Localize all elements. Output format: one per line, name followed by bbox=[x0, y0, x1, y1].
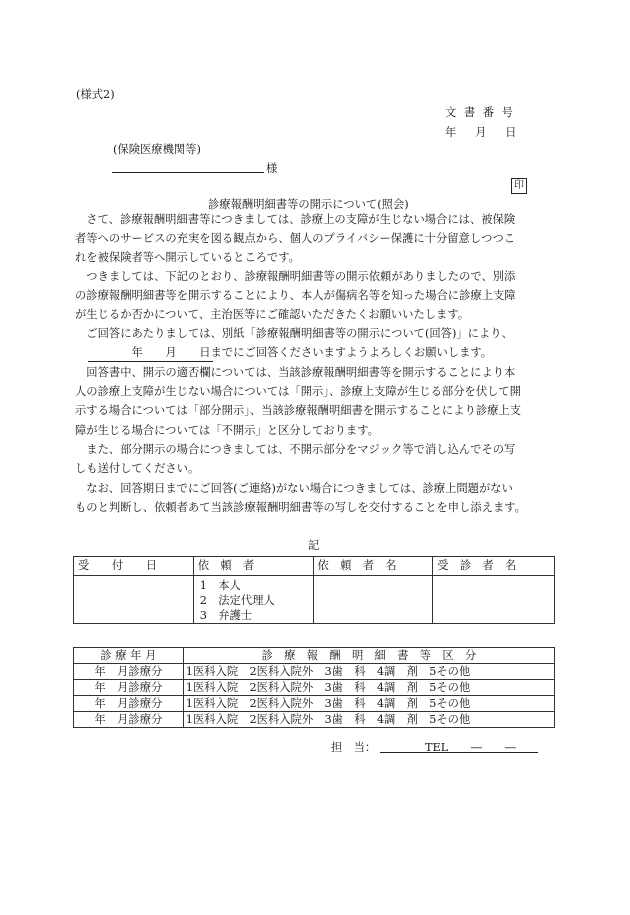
body-paragraph-5 bbox=[75, 440, 565, 478]
reception-date-cell[interactable] bbox=[74, 576, 194, 624]
contact-label: 担 当： bbox=[331, 741, 377, 754]
option-self: 1 本人 bbox=[199, 579, 241, 592]
treatment-month-cell[interactable]: 年 月診療分 bbox=[74, 696, 184, 712]
reply-date-underline bbox=[88, 361, 213, 362]
line: 者等へのサービスの充実を図る観点から、個人のプライバシー保護に十分留意しつつこ bbox=[75, 232, 516, 246]
claim-table bbox=[73, 647, 555, 728]
line: の診療報酬明細書等を開示することにより、本人が傷病名等を知った場合に診療上支障 bbox=[75, 289, 516, 303]
header-treatment-month: 診 療 年 月 bbox=[74, 648, 184, 664]
body-paragraph-3 bbox=[75, 324, 565, 362]
table-row bbox=[74, 576, 555, 624]
body-paragraph-6 bbox=[75, 479, 565, 517]
line: 人の診療上支障が生じない場合については「開示」、診療上支障が生じる部分を伏して開 bbox=[75, 385, 522, 399]
table-row bbox=[74, 680, 555, 696]
option-legal-representative: 2 法定代理人 bbox=[199, 594, 275, 607]
body-paragraph-2 bbox=[75, 267, 565, 325]
claim-type-cell[interactable]: 1医科入院 2医科入院外 3歯 科 4調 剤 5その他 bbox=[183, 712, 554, 728]
header-claim-type: 診 療 報 酬 明 細 書 等 区 分 bbox=[183, 648, 554, 664]
line: 回答書中、開示の適否欄については、当該診療報酬明細書等を開示することにより本 bbox=[86, 366, 516, 379]
line: つきましては、下記のとおり、診療報酬明細書等の開示依頼がありましたので、別添 bbox=[86, 270, 516, 283]
treatment-month-cell[interactable]: 年 月診療分 bbox=[74, 680, 184, 696]
contact-tel[interactable]: TEL ― ― bbox=[425, 741, 517, 754]
table-row bbox=[74, 557, 555, 576]
ki-heading: 記 bbox=[308, 539, 320, 552]
header-reception-date: 受 付 日 bbox=[74, 557, 194, 576]
line: また、部分開示の場合につきましては、不開示部分をマジック等で消し込んでその写 bbox=[86, 443, 516, 456]
table-row bbox=[74, 696, 555, 712]
claim-type-cell[interactable]: 1医科入院 2医科入院外 3歯 科 4調 剤 5その他 bbox=[183, 664, 554, 680]
claim-type-cell[interactable]: 1医科入院 2医科入院外 3歯 科 4調 剤 5その他 bbox=[183, 680, 554, 696]
line: 障が生じる場合については「不開示」と区分しております。 bbox=[75, 423, 379, 437]
line: さて、診療報酬明細書等につきましては、診療上の支障が生じない場合には、被保険 bbox=[86, 213, 516, 226]
requester-name-cell[interactable] bbox=[313, 576, 433, 624]
option-lawyer: 3 弁護士 bbox=[199, 609, 253, 622]
document-number-label: 文 書 番 号 bbox=[445, 106, 515, 119]
table-row bbox=[74, 648, 555, 664]
table-row bbox=[74, 712, 555, 728]
honorific: 様 bbox=[266, 162, 278, 175]
body-paragraph-4 bbox=[75, 363, 565, 440]
seal-mark: 印 bbox=[511, 178, 527, 194]
line: ご回答にあたりましては、別紙「診療報酬明細書等の開示について(回答)」により、 bbox=[86, 327, 513, 340]
table-row bbox=[74, 664, 555, 680]
header-requester-name: 依 頼 者 名 bbox=[313, 557, 433, 576]
header-patient-name: 受 診 者 名 bbox=[433, 557, 555, 576]
treatment-month-cell[interactable]: 年 月診療分 bbox=[74, 712, 184, 728]
body-paragraph-1 bbox=[75, 210, 565, 268]
line: ものと判断し、依頼者あて当該診療報酬明細書等の写しを交付することを申し添えます。 bbox=[75, 501, 526, 515]
form-label: (様式2) bbox=[76, 88, 115, 101]
line: しも送付してください。 bbox=[75, 462, 200, 476]
header-requester: 依 頼 者 bbox=[193, 557, 313, 576]
recipient-name-line bbox=[112, 172, 264, 173]
request-table bbox=[73, 556, 555, 624]
line: なお、回答期日までにご回答(ご連絡)がない場合につきましては、診療上問題がない bbox=[86, 482, 513, 495]
date-label: 年 月 日 bbox=[445, 126, 519, 139]
requester-options-cell[interactable] bbox=[193, 576, 313, 624]
document-title: 診療報酬明細書等の開示について(照会) bbox=[208, 198, 409, 211]
claim-type-cell[interactable]: 1医科入院 2医科入院外 3歯 科 4調 剤 5その他 bbox=[183, 696, 554, 712]
treatment-month-cell[interactable]: 年 月診療分 bbox=[74, 664, 184, 680]
line: 年 月 日までにご回答くださいますようよろしくお願いします。 bbox=[75, 346, 493, 360]
line: れを被保険者等へ開示しているところです。 bbox=[75, 251, 300, 265]
recipient-org: (保険医療機関等) bbox=[113, 143, 201, 156]
line: 示する場合については「部分開示」、当該診療報酬明細書を開示することにより診療上支 bbox=[75, 404, 522, 418]
line: が生じるか否かについて、主治医等にご確認いただきたくお願いいたします。 bbox=[75, 308, 470, 322]
patient-name-cell[interactable] bbox=[433, 576, 555, 624]
